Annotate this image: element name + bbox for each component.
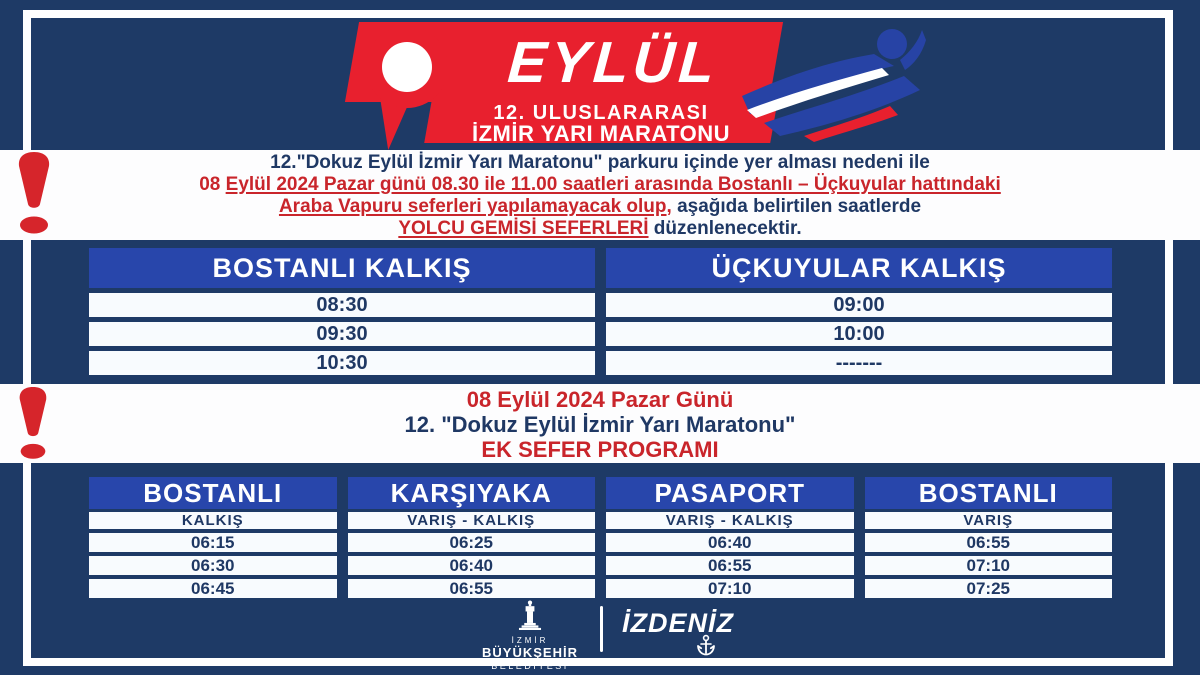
header-pasaport: PASAPORT <box>606 477 854 509</box>
header-bostanli-kalkis: BOSTANLI KALKIŞ <box>89 248 595 288</box>
logo-title: EYLÜL <box>505 30 721 95</box>
header-bostanli: BOSTANLI <box>89 477 337 509</box>
time-cell: 09:00 <box>606 293 1112 317</box>
time-cell: 07:25 <box>865 579 1113 598</box>
closure-line-3: Araba Vapuru seferleri yapılamayacak olup, aşağıda belirtilen saatlerde <box>278 196 922 217</box>
subheader-cell: VARIŞ - KALKIŞ <box>348 512 596 529</box>
time-cell: 06:40 <box>606 533 854 552</box>
logo-nine-pin-circle <box>382 42 432 92</box>
closure-notice-text <box>80 152 1120 240</box>
extra-schedule-notice-text <box>80 387 1120 462</box>
table-header-row <box>89 477 1112 509</box>
table-row <box>89 533 1112 552</box>
subheader-cell: VARIŞ - KALKIŞ <box>606 512 854 529</box>
table-row <box>89 579 1112 598</box>
time-cell: 06:45 <box>89 579 337 598</box>
time-cell: 06:15 <box>89 533 337 552</box>
anchor-icon <box>694 634 718 658</box>
exclamation-icon <box>14 152 54 236</box>
time-cell: 06:55 <box>606 556 854 575</box>
table-row <box>89 351 1112 375</box>
runner-icon <box>742 16 927 144</box>
passenger-ferry-table <box>89 248 1112 375</box>
footer-divider <box>600 606 603 652</box>
table-subheader-row <box>89 512 1112 529</box>
table-row <box>89 322 1112 346</box>
izdeniz-wordmark: İZDENİZ <box>622 608 734 638</box>
closure-line-2: 08 Eylül 2024 Pazar günü 08.30 ile 11.00 saatleri arasında Bostanlı – Üçkuyular hattındaki <box>199 174 1001 195</box>
exclamation-icon <box>14 387 52 461</box>
time-cell: 10:00 <box>606 322 1112 346</box>
time-cell: 06:55 <box>865 533 1113 552</box>
header-uckuyular-kalkis: ÜÇKUYULAR KALKIŞ <box>606 248 1112 288</box>
time-cell: 09:30 <box>89 322 595 346</box>
table-row <box>89 293 1112 317</box>
subheader-cell: VARIŞ <box>865 512 1113 529</box>
clock-tower-icon <box>510 600 550 630</box>
time-cell: 06:55 <box>348 579 596 598</box>
time-cell: 06:30 <box>89 556 337 575</box>
time-cell: 07:10 <box>865 556 1113 575</box>
time-cell: 06:25 <box>348 533 596 552</box>
table-row <box>89 556 1112 575</box>
closure-line-1: 12."Dokuz Eylül İzmir Yarı Maratonu" parkuru içinde yer alması nedeni ile <box>270 152 930 173</box>
logo-subtitle-2: İZMİR YARI MARATONU <box>471 121 731 146</box>
municipality-line-2: BÜYÜKŞEHİR <box>482 645 578 660</box>
izmir-metropolitan-logo <box>472 600 588 671</box>
header-bostanli-2: BOSTANLI <box>865 477 1113 509</box>
municipality-line-3: BELEDİYESİ <box>491 661 569 671</box>
municipality-line-1: İZMİR <box>511 636 549 645</box>
extra-line-3: EK SEFER PROGRAMI <box>481 437 719 462</box>
subheader-cell: KALKIŞ <box>89 512 337 529</box>
closure-line-4: YOLCU GEMİSİ SEFERLERİ düzenlenecektir. <box>398 218 802 239</box>
time-cell: 10:30 <box>89 351 595 375</box>
time-cell: 08:30 <box>89 293 595 317</box>
time-cell: ------- <box>606 351 1112 375</box>
time-cell: 07:10 <box>606 579 854 598</box>
extra-line-1: 08 Eylül 2024 Pazar Günü <box>466 387 734 412</box>
time-cell: 06:40 <box>348 556 596 575</box>
table-header-row <box>89 248 1112 288</box>
header-karsiyaka: KARŞIYAKA <box>348 477 596 509</box>
extra-line-2: 12. "Dokuz Eylül İzmir Yarı Maratonu" <box>404 412 796 437</box>
extra-schedule-table <box>89 477 1112 598</box>
logo-subtitle-1: 12. ULUSLARARASI <box>493 102 709 124</box>
izdeniz-logo <box>622 608 772 639</box>
